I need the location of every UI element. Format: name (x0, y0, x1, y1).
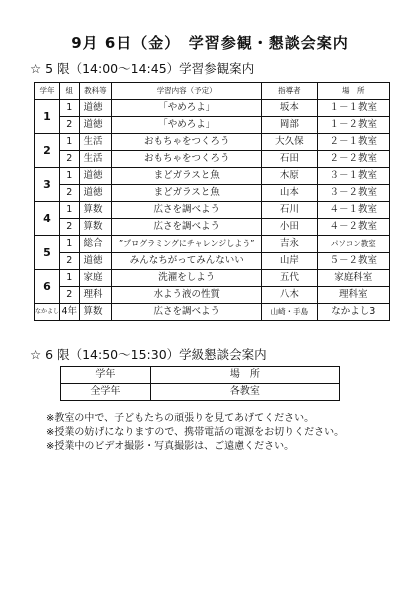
table-row (61, 384, 340, 401)
content-cell: 洗濯をしよう (112, 270, 262, 287)
subject-cell: 算数 (79, 219, 112, 236)
teacher-cell: 岡部 (262, 117, 317, 134)
class-cell: 2 (60, 185, 80, 202)
class-cell: 1 (60, 202, 80, 219)
grade-cell: 6 (35, 270, 60, 304)
subject-cell: 生活 (79, 134, 112, 151)
place-cell: 理科室 (317, 287, 389, 304)
table-row (35, 253, 390, 270)
class-cell: 2 (60, 253, 80, 270)
place-cell: ２－１教室 (317, 134, 389, 151)
grade-cell: 2 (35, 134, 60, 168)
teacher-cell: 吉永 (262, 236, 317, 253)
table-row (35, 270, 390, 287)
table-row (35, 185, 390, 202)
subject-cell: 道徳 (79, 185, 112, 202)
table-row (35, 236, 390, 253)
place-cell: ４－１教室 (317, 202, 389, 219)
place-cell: １－２教室 (317, 117, 389, 134)
table-row (35, 304, 390, 321)
subject-cell: 生活 (79, 151, 112, 168)
header-grade: 学年 (35, 83, 60, 100)
section-heading-observation: ☆ 5 限（14:00～14:45）学習参観案内 (30, 61, 255, 76)
teacher-cell: 石田 (262, 151, 317, 168)
place-cell: ５－２教室 (317, 253, 389, 270)
teacher-cell: 石川 (262, 202, 317, 219)
teacher-cell: 山本 (262, 185, 317, 202)
subject-cell: 道徳 (79, 168, 112, 185)
table-row (35, 202, 390, 219)
class-cell: 2 (60, 287, 80, 304)
teacher-cell: 木原 (262, 168, 317, 185)
place-cell: １－１教室 (317, 100, 389, 117)
class-cell: 1 (60, 168, 80, 185)
teacher-cell: 山岸 (262, 253, 317, 270)
grade-cell: 4 (35, 202, 60, 236)
table-row (35, 100, 390, 117)
note-item: ※教室の中で、子どもたちの頑張りを見てあげてください。 (46, 413, 315, 424)
table-row (35, 134, 390, 151)
content-cell: まどガラスと魚 (112, 185, 262, 202)
table-row (35, 151, 390, 168)
section-heading-meeting: ☆ 6 限（14:50～15:30）学級懇談会案内 (30, 347, 267, 362)
teacher-cell: 小田 (262, 219, 317, 236)
table-header-row (35, 83, 390, 100)
teacher-cell: 大久保 (262, 134, 317, 151)
meeting-table (60, 366, 340, 401)
header-content: 学習内容（予定） (112, 83, 262, 100)
subject-cell: 家庭 (79, 270, 112, 287)
table-row (35, 287, 390, 304)
grade-cell: 5 (35, 236, 60, 270)
content-cell: ”プログラミングにチャレンジしよう” (112, 236, 262, 253)
table-row (35, 117, 390, 134)
grade-cell: なかよし (35, 304, 60, 321)
place-cell: 家庭科室 (317, 270, 389, 287)
content-cell: 広さを調べよう (112, 219, 262, 236)
meeting-place: 各教室 (150, 384, 339, 401)
header-subject: 教科等 (79, 83, 112, 100)
subject-cell: 道徳 (79, 100, 112, 117)
content-cell: 水よう液の性質 (112, 287, 262, 304)
class-cell: 2 (60, 219, 80, 236)
header-place: 場 所 (317, 83, 389, 100)
grade-cell: 1 (35, 100, 60, 134)
table-row (35, 219, 390, 236)
meeting-grade: 全学年 (61, 384, 151, 401)
subject-cell: 算数 (79, 304, 112, 321)
place-cell: ３－１教室 (317, 168, 389, 185)
class-cell: 1 (60, 134, 80, 151)
table-header-row (61, 367, 340, 384)
grade-cell: 3 (35, 168, 60, 202)
subject-cell: 算数 (79, 202, 112, 219)
teacher-cell: 坂本 (262, 100, 317, 117)
place-cell: ２－２教室 (317, 151, 389, 168)
note-item: ※授業の妨げになりますので、携帯電話の電源をお切りください。 (46, 427, 345, 438)
place-cell: パソコン教室 (317, 236, 389, 253)
class-cell: 2 (60, 117, 80, 134)
subject-cell: 総合 (79, 236, 112, 253)
teacher-cell: 山崎・手島 (262, 304, 317, 321)
class-cell: 1 (60, 236, 80, 253)
class-cell: 1 (60, 100, 80, 117)
subject-cell: 道徳 (79, 253, 112, 270)
content-cell: 広さを調べよう (112, 202, 262, 219)
subject-cell: 理科 (79, 287, 112, 304)
header-place: 場 所 (150, 367, 339, 384)
page-title: 9月 6日（金） 学習参観・懇談会案内 (71, 34, 349, 52)
header-class: 組 (60, 83, 80, 100)
class-cell: 1 (60, 270, 80, 287)
header-teacher: 指導者 (262, 83, 317, 100)
teacher-cell: 五代 (262, 270, 317, 287)
observation-schedule-table (34, 82, 390, 321)
place-cell: ４－２教室 (317, 219, 389, 236)
header-grade: 学年 (61, 367, 151, 384)
notes (46, 412, 344, 454)
content-cell: おもちゃをつくろう (112, 134, 262, 151)
content-cell: 「やめろよ」 (112, 100, 262, 117)
place-cell: なかよし3 (317, 304, 389, 321)
teacher-cell: 八木 (262, 287, 317, 304)
place-cell: ３－２教室 (317, 185, 389, 202)
table-row (35, 168, 390, 185)
class-cell: 2 (60, 151, 80, 168)
content-cell: 広さを調べよう (112, 304, 262, 321)
note-item: ※授業中のビデオ撮影・写真撮影は、ご遠慮ください。 (46, 441, 295, 452)
content-cell: まどガラスと魚 (112, 168, 262, 185)
content-cell: 「やめろよ」 (112, 117, 262, 134)
content-cell: みんなちがってみんないい (112, 253, 262, 270)
content-cell: おもちゃをつくろう (112, 151, 262, 168)
subject-cell: 道徳 (79, 117, 112, 134)
class-cell: 4年 (60, 304, 80, 321)
